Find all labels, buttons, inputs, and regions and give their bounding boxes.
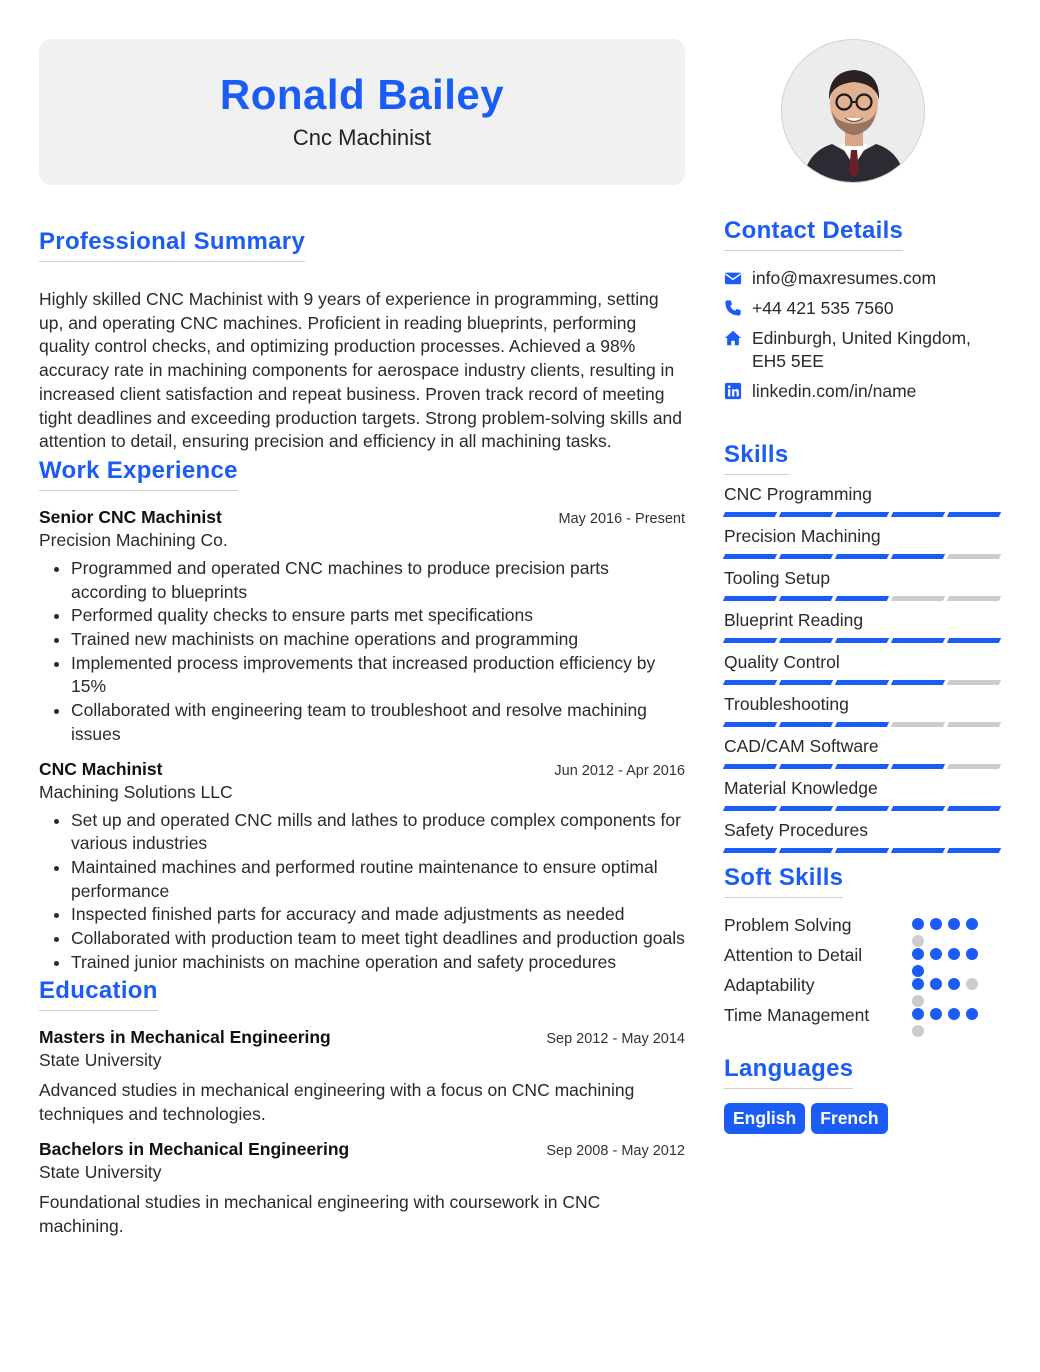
skill-name: CAD/CAM Software xyxy=(724,736,879,756)
skill-level-bar xyxy=(724,554,1000,559)
skills-list xyxy=(724,483,1004,853)
skill-level-segment xyxy=(891,848,945,853)
job-bullet: • Inspected finished parts for accuracy and made adjustments as needed xyxy=(71,903,685,927)
main-column xyxy=(39,39,685,1238)
soft-skill-rating xyxy=(912,948,984,977)
skill-level-segment xyxy=(947,764,1001,769)
skill-name: Precision Machining xyxy=(724,526,881,546)
rating-dot xyxy=(966,978,978,990)
soft-skill-item xyxy=(724,1004,1004,1034)
skill-level-segment xyxy=(779,512,833,517)
rating-dot xyxy=(930,1008,942,1020)
soft-skill-item xyxy=(724,944,1004,974)
skill-level-segment xyxy=(891,806,945,811)
skill-level-bar xyxy=(724,512,1000,517)
job-bullets xyxy=(39,557,685,747)
job-bullet: • Maintained machines and performed routine maintenance to ensure optimal performance xyxy=(71,856,685,903)
skill-level-segment xyxy=(723,722,777,727)
header xyxy=(39,39,685,185)
skill-item xyxy=(724,777,1004,811)
skill-name: Troubleshooting xyxy=(724,694,849,714)
skill-level-segment xyxy=(779,764,833,769)
job-position: CNC Machinist xyxy=(39,758,163,779)
skill-item xyxy=(724,609,1004,643)
skill-level-segment xyxy=(835,596,889,601)
job-bullet: • Trained new machinists on machine operations and programming xyxy=(71,628,685,652)
soft-skill-name: Time Management xyxy=(724,1005,870,1025)
education-date: Sep 2012 - May 2014 xyxy=(546,1031,685,1048)
contact-heading: Contact Details xyxy=(724,216,903,251)
skill-level-bar xyxy=(724,638,1000,643)
job-bullet: • Implemented process improvements that increased production efficiency by 15% xyxy=(71,652,685,699)
summary-heading: Professional Summary xyxy=(39,227,305,262)
languages-list xyxy=(724,1103,1004,1134)
skill-item xyxy=(724,525,1004,559)
skill-item xyxy=(724,483,1004,517)
education-date: Sep 2008 - May 2012 xyxy=(546,1142,685,1159)
skill-level-segment xyxy=(947,806,1001,811)
soft-skills-list xyxy=(724,914,1004,1034)
summary-text: Highly skilled CNC Machinist with 9 years of experience in programming, setting up, and operating CNC machines. Proficient in reading blueprints, performing quality control checks, and optimizing production processes. Achieved a 98% accuracy rate in machining components for aerospace industry clients, resulting in increased client satisfaction and repeat business. Proven track record of meeting tight deadlines and exceeding production targets. Strong problem-solving skills and attention to detail, ensuring precision and efficiency in all machining tasks. xyxy=(39,289,683,452)
skill-level-segment xyxy=(779,806,833,811)
skill-level-segment xyxy=(835,764,889,769)
contact-email[interactable] xyxy=(724,267,1004,290)
job-company: Machining Solutions LLC xyxy=(39,781,233,802)
skill-item xyxy=(724,819,1004,853)
skill-name: Quality Control xyxy=(724,652,840,672)
skill-level-bar xyxy=(724,764,1000,769)
sidebar xyxy=(724,39,1004,1134)
skill-level-segment xyxy=(835,722,889,727)
job-bullet: • Set up and operated CNC mills and lathes to produce complex components for various industries xyxy=(71,809,685,856)
skill-level-segment xyxy=(947,596,1001,601)
rating-dot xyxy=(966,918,978,930)
linkedin-icon xyxy=(724,382,742,400)
job-date: May 2016 - Present xyxy=(558,510,685,527)
skill-level-segment xyxy=(779,680,833,685)
skill-level-segment xyxy=(947,512,1001,517)
rating-dot xyxy=(966,948,978,960)
soft-skill-item xyxy=(724,974,1004,1004)
skill-level-bar xyxy=(724,680,1000,685)
job-title: Cnc Machinist xyxy=(292,125,432,150)
linkedin-text: linkedin.com/in/name xyxy=(752,381,917,401)
skill-level-segment xyxy=(947,848,1001,853)
skill-item xyxy=(724,567,1004,601)
contact-address xyxy=(724,327,1004,373)
soft-skill-name: Attention to Detail xyxy=(724,945,863,965)
language-tag: English xyxy=(724,1103,805,1134)
skill-level-segment xyxy=(835,680,889,685)
job-bullet: • Performed quality checks to ensure parts met specifications xyxy=(71,604,685,628)
education-description: Foundational studies in mechanical engineering with coursework in CNC machining. xyxy=(39,1191,601,1236)
skill-level-segment xyxy=(891,554,945,559)
skill-level-bar xyxy=(724,722,1000,727)
rating-dot xyxy=(912,978,924,990)
soft-skill-item xyxy=(724,914,1004,944)
skill-name: Safety Procedures xyxy=(724,820,868,840)
skill-name: Material Knowledge xyxy=(724,778,878,798)
job-bullet: • Collaborated with engineering team to troubleshoot and resolve machining issues xyxy=(71,699,685,746)
rating-dot xyxy=(948,978,960,990)
school: State University xyxy=(39,1050,162,1071)
degree: Bachelors in Mechanical Engineering xyxy=(39,1138,350,1159)
job-bullets xyxy=(39,809,685,975)
rating-dot xyxy=(912,965,924,977)
skill-level-segment xyxy=(779,722,833,727)
skill-level-segment xyxy=(947,638,1001,643)
job-company: Precision Machining Co. xyxy=(39,529,228,550)
address-text: Edinburgh, United Kingdom, EH5 5EE xyxy=(752,328,971,371)
skill-level-segment xyxy=(779,596,833,601)
skill-level-segment xyxy=(779,848,833,853)
skill-level-segment xyxy=(723,680,777,685)
soft-skill-name: Adaptability xyxy=(724,975,815,995)
candidate-name: Ronald Bailey xyxy=(219,71,505,118)
job-bullet: • Programmed and operated CNC machines to produce precision parts according to blueprints xyxy=(71,557,685,604)
skill-level-segment xyxy=(779,638,833,643)
skill-level-segment xyxy=(891,638,945,643)
email-text: info@maxresumes.com xyxy=(752,268,937,288)
skill-level-segment xyxy=(723,554,777,559)
rating-dot xyxy=(912,1008,924,1020)
skill-level-segment xyxy=(723,848,777,853)
job-position: Senior CNC Machinist xyxy=(39,506,222,527)
rating-dot xyxy=(912,1025,924,1037)
rating-dot xyxy=(948,1008,960,1020)
job-date: Jun 2012 - Apr 2016 xyxy=(554,762,685,779)
skill-level-segment xyxy=(835,512,889,517)
education-heading: Education xyxy=(39,976,158,1011)
rating-dot xyxy=(966,1008,978,1020)
rating-dot xyxy=(948,918,960,930)
skill-level-segment xyxy=(947,680,1001,685)
education-entry xyxy=(39,1027,685,1126)
skill-level-segment xyxy=(723,764,777,769)
soft-skill-name: Problem Solving xyxy=(724,915,852,935)
school: State University xyxy=(39,1161,162,1182)
rating-dot xyxy=(912,995,924,1007)
skill-level-segment xyxy=(947,554,1001,559)
rating-dot xyxy=(912,918,924,930)
skill-name: Blueprint Reading xyxy=(724,610,864,630)
skill-level-segment xyxy=(835,638,889,643)
languages-heading: Languages xyxy=(724,1054,853,1089)
rating-dot xyxy=(930,978,942,990)
phone-icon xyxy=(724,299,742,317)
skill-level-segment xyxy=(891,680,945,685)
skill-level-segment xyxy=(779,554,833,559)
skill-level-segment xyxy=(723,806,777,811)
skill-level-segment xyxy=(835,848,889,853)
profile-photo xyxy=(781,39,925,183)
skill-item xyxy=(724,735,1004,769)
soft-skill-rating xyxy=(912,978,984,1007)
degree: Masters in Mechanical Engineering xyxy=(39,1027,331,1048)
skill-level-bar xyxy=(724,848,1000,853)
soft-skills-heading: Soft Skills xyxy=(724,863,843,898)
skill-level-segment xyxy=(891,764,945,769)
phone-text: +44 421 535 7560 xyxy=(752,298,894,318)
education-entry xyxy=(39,1139,685,1238)
skills-heading: Skills xyxy=(724,440,789,475)
soft-skill-rating xyxy=(912,1008,984,1037)
avatar-icon xyxy=(782,40,925,183)
skill-level-segment xyxy=(723,638,777,643)
envelope-icon xyxy=(724,269,742,287)
contact-phone[interactable] xyxy=(724,297,1004,320)
job-entry xyxy=(39,507,685,747)
experience-heading: Work Experience xyxy=(39,456,238,491)
skill-name: CNC Programming xyxy=(724,484,872,504)
skill-name: Tooling Setup xyxy=(724,568,831,588)
skill-level-segment xyxy=(723,512,777,517)
rating-dot xyxy=(948,948,960,960)
home-icon xyxy=(724,329,742,347)
skill-level-segment xyxy=(723,596,777,601)
rating-dot xyxy=(930,918,942,930)
rating-dot xyxy=(930,948,942,960)
skill-level-bar xyxy=(724,596,1000,601)
skill-level-segment xyxy=(891,512,945,517)
skill-level-segment xyxy=(835,554,889,559)
job-bullet: • Collaborated with production team to meet tight deadlines and production goals xyxy=(71,927,685,951)
job-bullet: • Trained junior machinists on machine operation and safety procedures xyxy=(71,951,685,975)
job-entry xyxy=(39,759,685,975)
rating-dot xyxy=(912,935,924,947)
skill-level-segment xyxy=(891,596,945,601)
contact-list xyxy=(724,267,1004,403)
skill-level-segment xyxy=(891,722,945,727)
education-description: Advanced studies in mechanical engineering with a focus on CNC machining techniques and technologies. xyxy=(39,1080,635,1125)
language-tag: French xyxy=(811,1103,887,1134)
rating-dot xyxy=(912,948,924,960)
skill-level-segment xyxy=(947,722,1001,727)
skill-level-segment xyxy=(835,806,889,811)
skill-item xyxy=(724,651,1004,685)
skill-level-bar xyxy=(724,806,1000,811)
soft-skill-rating xyxy=(912,918,984,947)
contact-linkedin[interactable] xyxy=(724,380,1004,403)
skill-item xyxy=(724,693,1004,727)
